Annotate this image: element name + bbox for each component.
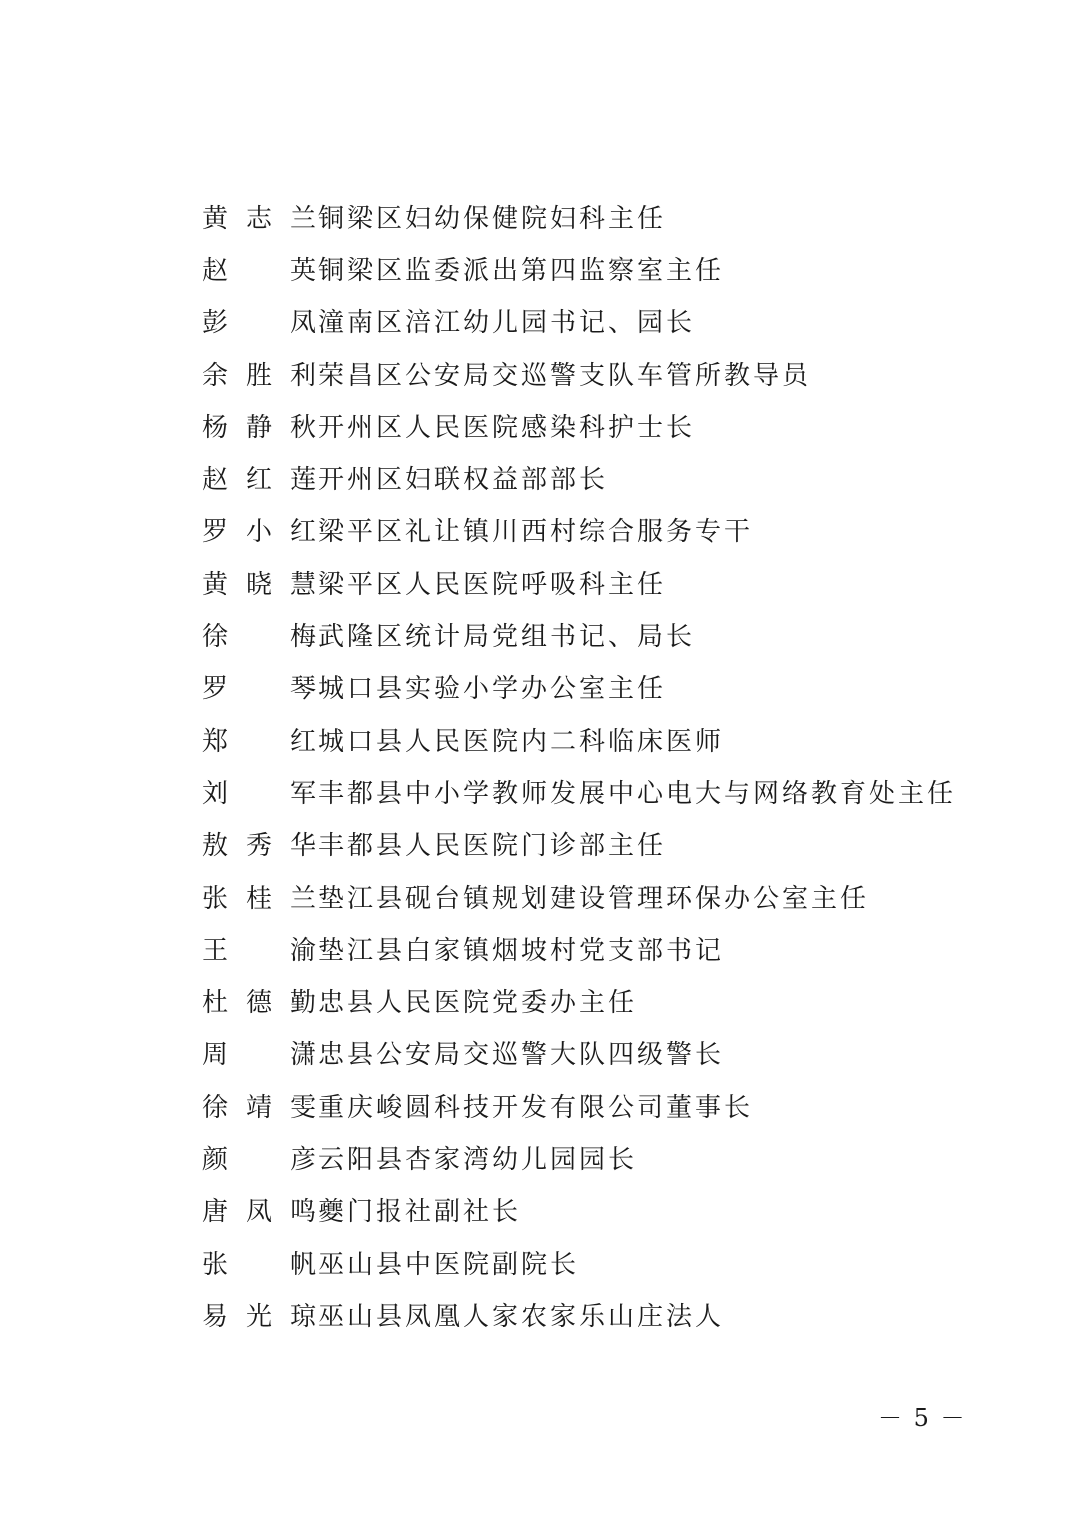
person-position: 丰都县中小学教师发展中心电大与网络教育处主任: [318, 778, 957, 809]
person-position: 铜梁区监委派出第四监察室主任: [318, 255, 725, 286]
list-item: [202, 1184, 982, 1236]
person-position: 丰都县人民医院门诊部主任: [318, 831, 667, 862]
person-name: 黄 志 兰: [202, 203, 316, 234]
person-name: 刘 军: [202, 778, 316, 809]
list-item: [202, 608, 982, 660]
list-item: [202, 399, 982, 451]
list-item: [202, 1131, 982, 1183]
person-position: 开州区人民医院感染科护士长: [318, 412, 696, 443]
person-name: 赵 红 莲: [202, 465, 316, 496]
person-name: 易 光 琼: [202, 1301, 316, 1332]
list-item: [202, 818, 982, 870]
list-item: [202, 661, 982, 713]
person-name: 杨 静 秋: [202, 412, 316, 443]
person-name: 赵 英: [202, 255, 316, 286]
person-name: 王 渝: [202, 935, 316, 966]
person-name: 徐 靖 雯: [202, 1092, 316, 1123]
person-position: 城口县实验小学办公室主任: [318, 674, 667, 705]
person-name: 余 胜 利: [202, 360, 316, 391]
list-item: [202, 451, 982, 503]
person-name: 徐 梅: [202, 622, 316, 653]
list-item: [202, 765, 982, 817]
list-item: [202, 922, 982, 974]
person-name: 张 桂 兰: [202, 883, 316, 914]
person-position: 梁平区人民医院呼吸科主任: [318, 569, 667, 600]
person-position: 云阳县杏家湾幼儿园园长: [318, 1144, 638, 1175]
person-position: 垫江县砚台镇规划建设管理环保办公室主任: [318, 883, 870, 914]
person-position: 夔门报社副社长: [318, 1197, 522, 1228]
person-position: 忠县人民医院党委办主任: [318, 988, 638, 1019]
list-item: [202, 1027, 982, 1079]
person-position: 潼南区涪江幼儿园书记、园长: [318, 308, 696, 339]
list-item: [202, 1236, 982, 1288]
person-position: 巫山县凤凰人家农家乐山庄法人: [318, 1301, 725, 1332]
list-item: [202, 242, 982, 294]
person-position: 巫山县中医院副院长: [318, 1249, 580, 1280]
person-name: 敖 秀 华: [202, 831, 316, 862]
page-number: － 5 －: [878, 1404, 967, 1432]
person-position: 城口县人民医院内二科临床医师: [318, 726, 725, 757]
person-name: 罗 琴: [202, 674, 316, 705]
person-position: 垫江县白家镇烟坡村党支部书记: [318, 935, 725, 966]
list-item: [202, 1079, 982, 1131]
list-item: [202, 295, 982, 347]
person-name: 罗 小 红: [202, 517, 316, 548]
person-position: 荣昌区公安局交巡警支队车管所教导员: [318, 360, 812, 391]
person-name: 周 潇: [202, 1040, 316, 1071]
list-item: [202, 190, 982, 242]
list-item: [202, 504, 982, 556]
list-item: [202, 974, 982, 1026]
person-name: 杜 德 勤: [202, 988, 316, 1019]
person-position: 忠县公安局交巡警大队四级警长: [318, 1040, 725, 1071]
person-position: 铜梁区妇幼保健院妇科主任: [318, 203, 667, 234]
honoree-list: [202, 190, 982, 1341]
list-item: [202, 713, 982, 765]
list-item: [202, 347, 982, 399]
person-name: 张 帆: [202, 1249, 316, 1280]
list-item: [202, 556, 982, 608]
person-position: 重庆峻圆科技开发有限公司董事长: [318, 1092, 754, 1123]
list-item: [202, 1288, 982, 1340]
person-name: 唐 凤 鸣: [202, 1197, 316, 1228]
person-name: 彭 凤: [202, 308, 316, 339]
person-name: 黄 晓 慧: [202, 569, 316, 600]
person-position: 梁平区礼让镇川西村综合服务专干: [318, 517, 754, 548]
person-name: 郑 红: [202, 726, 316, 757]
person-position: 开州区妇联权益部部长: [318, 465, 609, 496]
list-item: [202, 870, 982, 922]
person-position: 武隆区统计局党组书记、局长: [318, 622, 696, 653]
person-name: 颜 彦: [202, 1144, 316, 1175]
